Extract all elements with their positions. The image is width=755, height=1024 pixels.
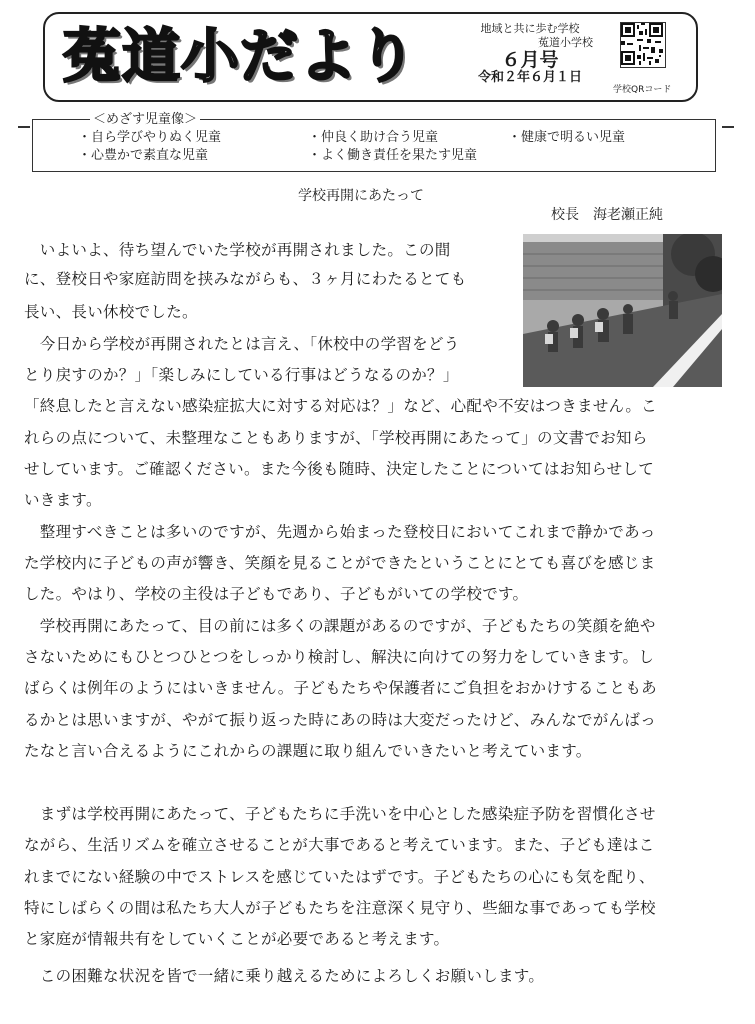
qr-code-label: 学校QRコード bbox=[613, 85, 672, 95]
article-line: れらの点について、未整理なこともありますが、「学校再開にあたって」の文書でお知ら bbox=[24, 429, 648, 447]
article-line: 学校再開にあたって、目の前には多くの課題があるのですが、子どもたちの笑顔を絶や bbox=[24, 617, 656, 635]
article-line: 整理すべきことは多いのですが、先週から始まった登校日においてこれまで静かであっ bbox=[24, 523, 656, 541]
article-line: した。やはり、学校の主役は子どもであり、子どもがいての学校です。 bbox=[24, 585, 529, 603]
school-vision-box bbox=[32, 112, 716, 172]
article-line: た学校内に子どもの声が響き、笑顔を見ることができたということにとても喜びを感じま bbox=[24, 554, 656, 572]
article-headline: 学校再開にあたって bbox=[298, 188, 424, 204]
vision-item: ・仲良く助け合う児童 bbox=[308, 130, 439, 145]
vision-divider-left bbox=[18, 126, 30, 128]
article-line: 「終息したと言えない感染症拡大に対する対応は？」など、心配や不安はつきません。こ bbox=[24, 397, 657, 415]
vision-item: ・心豊かで素直な児童 bbox=[78, 148, 209, 163]
article-line: 特にしばらくの間は私たち大人が子どもたちを注意深く見守り、些細な事であっても学校 bbox=[24, 899, 656, 917]
article-line: たなと言い合えるようにこれからの課題に取り組んでいきたいと考えています。 bbox=[24, 742, 592, 760]
article-line: さないためにもひとつひとつをしっかり検討し、解決に向けての努力をしていきます。し bbox=[24, 648, 655, 666]
school-tagline: 地域と共に歩む学校 bbox=[480, 22, 580, 35]
vision-divider-right bbox=[722, 126, 734, 128]
vision-item: ・よく働き責任を果たす児童 bbox=[308, 148, 478, 163]
masthead-title: 菟道小だより bbox=[63, 22, 418, 90]
article-author: 校長 海老瀬正純 bbox=[551, 207, 663, 223]
article-line: まずは学校再開にあたって、子どもたちに手洗いを中心とした感染症予防を習慣化させ bbox=[24, 805, 656, 823]
article-line: 長い、長い休校でした。 bbox=[24, 303, 198, 321]
issue-label: ６月号 bbox=[501, 49, 559, 71]
article-line: れまでにない経験の中でストレスを感じていたはずです。子どもたちの心にも気を配り、 bbox=[24, 868, 655, 886]
article-line: いきます。 bbox=[24, 491, 102, 509]
article-line: に、登校日や家庭訪問を挟みながらも、３ヶ月にわたるとても bbox=[24, 270, 467, 288]
article-line: と家庭が情報共有をしていくことが必要であると考えます。 bbox=[24, 930, 450, 948]
vision-title: ＜めざす児童像＞ bbox=[90, 112, 200, 127]
header-info bbox=[455, 22, 605, 86]
article-line: とり戻すのか？」「楽しみにしている行事はどうなるのか？」 bbox=[24, 366, 459, 384]
newsletter-header bbox=[43, 12, 698, 102]
article-line: 今日から学校が再開されたとは言え、「休校中の学習をどう bbox=[24, 335, 460, 353]
vision-item: ・健康で明るい児童 bbox=[508, 130, 626, 145]
article-line: せしています。ご確認ください。また今後も随時、決定したことについてはお知らせして bbox=[24, 460, 654, 478]
school-photo bbox=[523, 234, 722, 387]
article-line: ながら、生活リズムを確立させることが大事であると考えています。また、子ども達はこ bbox=[24, 836, 655, 854]
issue-date: 令和２年６月１日 bbox=[477, 70, 582, 85]
school-name: 菟道小学校 bbox=[538, 36, 593, 49]
article-line: るかとは思いますが、やがて振り返った時にあの時は大変だったけど、みんなでがんばっ bbox=[24, 711, 657, 729]
qr-code-image[interactable] bbox=[620, 22, 666, 68]
article-line: ばらくは例年のようにはいきません。子どもたちや保護者にご負担をおかけすることもあ bbox=[24, 679, 657, 697]
article-line: この困難な状況を皆で一緒に乗り越えるためによろしくお願いします。 bbox=[24, 967, 545, 985]
vision-item: ・自ら学びやりぬく児童 bbox=[78, 130, 222, 145]
article-line: いよいよ、待ち望んでいた学校が再開されました。この間 bbox=[24, 241, 451, 259]
